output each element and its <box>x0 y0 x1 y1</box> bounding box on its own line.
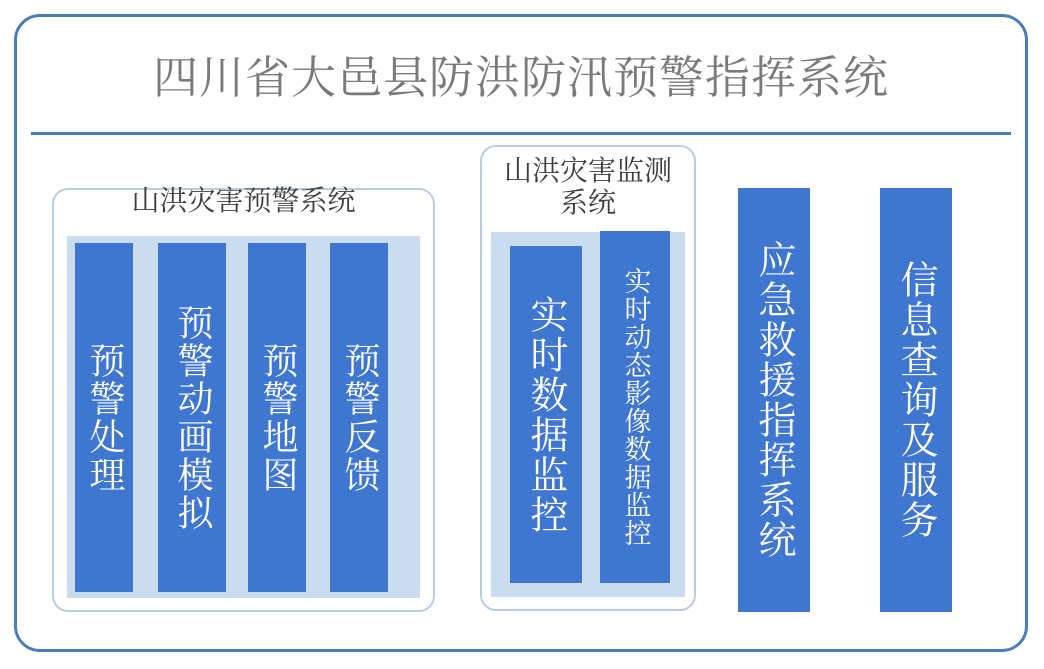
item-emergency-rescue-label: 应急救援指挥系统 <box>752 240 796 560</box>
item-realtime-video-monitor-label: 实时动态影像数据监控 <box>619 267 651 547</box>
item-warning-feedback-label: 预警反馈 <box>339 341 380 494</box>
item-warning-feedback[interactable] <box>330 243 388 592</box>
item-warning-animation-label: 预警动画模拟 <box>172 303 213 532</box>
item-realtime-data-monitor[interactable] <box>510 246 582 583</box>
item-emergency-rescue[interactable] <box>738 188 810 612</box>
group-warning-system-title: 山洪灾害预警系统 <box>131 184 356 217</box>
item-warning-processing-label: 预警处理 <box>84 341 125 494</box>
item-warning-processing[interactable] <box>75 243 133 592</box>
item-warning-animation[interactable] <box>158 243 226 592</box>
title-bar <box>31 23 1011 135</box>
item-warning-map[interactable] <box>248 243 306 592</box>
item-info-query[interactable] <box>880 188 952 612</box>
item-warning-map-label: 预警地图 <box>257 341 298 494</box>
item-realtime-data-monitor-label: 实时数据监控 <box>524 294 568 535</box>
group-monitor-system-title: 山洪灾害监测系统 <box>503 154 672 220</box>
item-info-query-label: 信息查询及服务 <box>894 260 938 540</box>
page-title: 四川省大邑县防洪防汛预警指挥系统 <box>152 50 889 104</box>
item-realtime-video-monitor[interactable] <box>600 231 670 583</box>
